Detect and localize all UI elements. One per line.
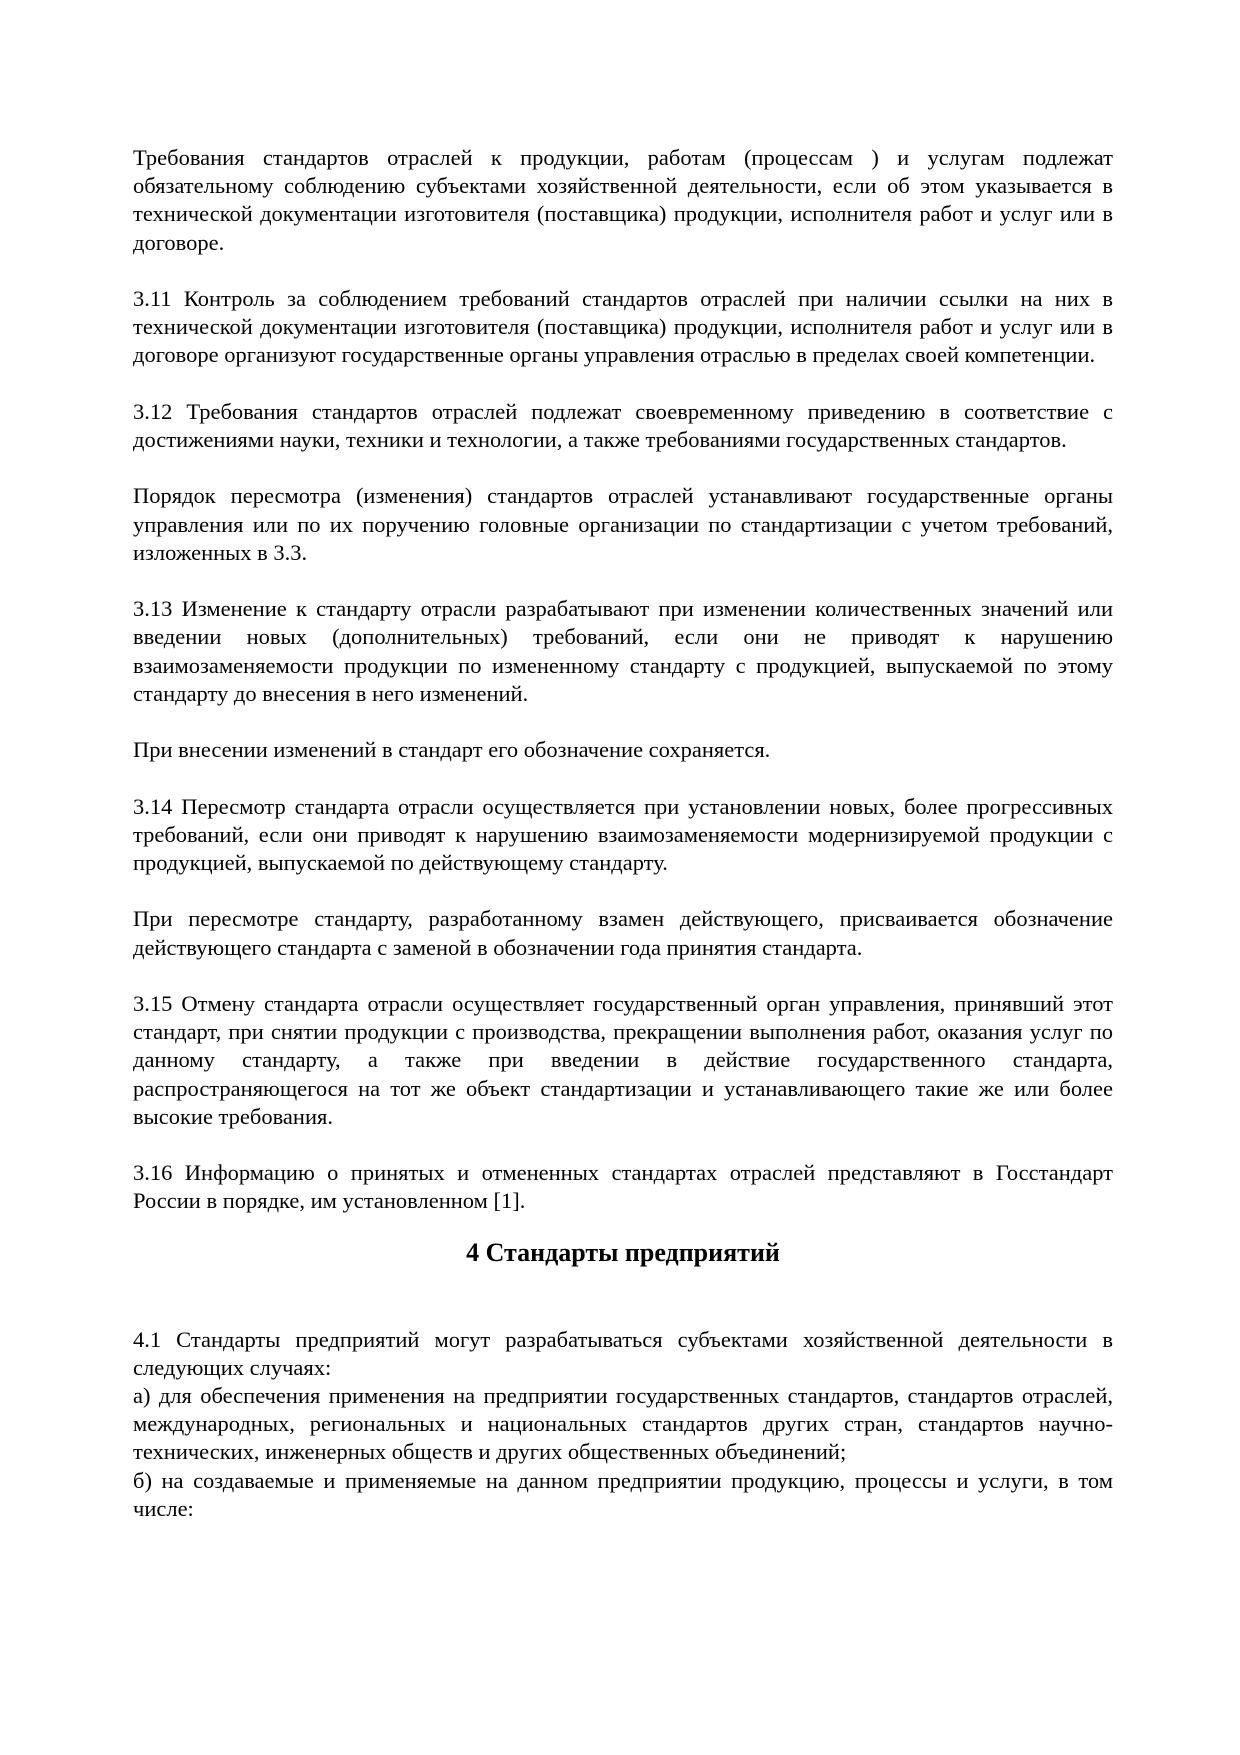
- paragraph-3-15: 3.15 Отмену стандарта отрасли осуществляет государственный орган управления, принявший этот стандарт, при снятии продукции с производства, прекращении выполнения работ, оказания услуг по данному стандарту, а также при введении в действие государственного стандарта, распространяющегося на тот же объект стандартизации и устанавливающего такие же или более высокие требования.: [133, 990, 1113, 1129]
- paragraph-3-14: 3.14 Пересмотр стандарта отрасли осуществляется при установлении новых, более прогрессивных требований, если они приводят к нарушению взаимозаменяемости модернизируемой продукции с продукцией, выпускаемой по действующему стандарту.: [133, 793, 1113, 875]
- paragraph-3-12: 3.12 Требования стандартов отраслей подлежат своевременному приведению в соответствие с достижениями науки, техники и технологии, а также требованиями государственных стандартов.: [133, 398, 1113, 452]
- document-page: [133, 144, 1113, 1523]
- paragraph-revision-procedure: Порядок пересмотра (изменения) стандартов отраслей устанавливают государственные органы управления или по их поручению головные организации по стандартизации с учетом требований, изложенных в 3.3.: [133, 483, 1113, 565]
- paragraph-revision-designation: При пересмотре стандарту, разработанному взамен действующего, присваивается обозначение действующего стандарта с заменой в обозначении года принятия стандарта.: [133, 906, 1113, 960]
- paragraph-requirements-binding: Требования стандартов отраслей к продукции, работам (процессам ) и услугам подлежат обязательному соблюдению субъектами хозяйственной деятельности, если об этом указывается в технической документации изготовителя (поставщика) продукции, исполнителя работ и услуг или в договоре.: [133, 145, 1113, 255]
- list-item-a: а) для обеспечения применения на предприятии государственных стандартов, стандартов отраслей, международных, региональных и национальных стандартов других стран, стандартов научно-технических, инженерных обществ и других общественных объединений;: [133, 1382, 1113, 1465]
- paragraph-3-16: 3.16 Информацию о принятых и отмененных стандартах отраслей представляют в Госстандарт России в порядке, им установленном [1].: [133, 1160, 1113, 1214]
- paragraph-designation-kept: При внесении изменений в стандарт его обозначение сохраняется.: [133, 737, 771, 763]
- paragraph-3-13: 3.13 Изменение к стандарту отрасли разрабатывают при изменении количественных значений или введении новых (дополнительных) требований, если они не приводят к нарушению взаимозаменяемости продукции по измененному стандарту с продукцией, выпускаемой по этому стандарту до внесения в него изменений.: [133, 596, 1113, 706]
- paragraph-4-1: 4.1 Стандарты предприятий могут разрабатываться субъектами хозяйственной деятельности в следующих случаях:: [133, 1326, 1113, 1380]
- section-heading: 4 Стандарты предприятий: [466, 1237, 780, 1267]
- list-item-b: б) на создаваемые и применяемые на данном предприятии продукцию, процессы и услуги, в том числе:: [133, 1467, 1113, 1521]
- paragraph-3-11: 3.11 Контроль за соблюдением требований стандартов отраслей при наличии ссылки на них в технической документации изготовителя (поставщика) продукции, исполнителя работ и услуг или в договоре организуют государственные органы управления отраслью в пределах своей компетенции.: [133, 286, 1113, 368]
